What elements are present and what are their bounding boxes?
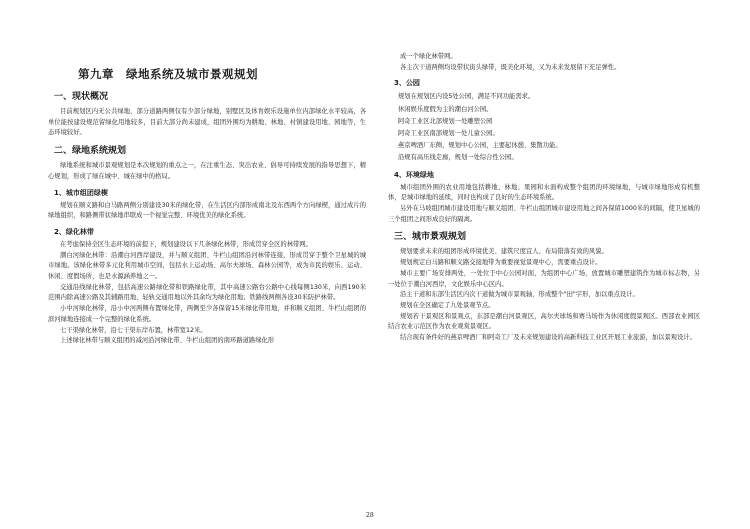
paragraph: 在考虑保持全区生态环境的前提下，规划建设以下几条绿化林带，形成贯穿全区的林带网。: [60, 240, 312, 248]
paragraph: 成一个绿化林带网。: [400, 53, 457, 60]
list-item: 规划在规划区内设5处公园，满足不同功能需求。: [398, 93, 535, 101]
list-item: 阿奇工业区北部规划一处雕塑公园: [398, 117, 493, 125]
subsection-heading: 3、公园: [394, 79, 420, 88]
paragraph: 绿地系统和城市景观规划是本次规划的重点之一，在注重生态、突出农业、倡导可持续发展的指导思想下，精心规划，形成了绿在城中、城在绿中的格局。: [48, 162, 366, 180]
paragraph: 沿主干道和东部生活区内次干道做为城市景观轴，形成整个"田"字形，加以重点设计。: [400, 291, 639, 299]
paragraph: 城市组团外围的农业用地包括耕地、林地、果园和水面构成整个组团的环境绿地，与城市绿地形成有机整体，是城市绿地的延续，同时也构成了良好的生态环境系统。: [388, 183, 700, 202]
section-heading-status: 一、现状概况: [54, 92, 109, 102]
paragraph: 上述绿化林带与顺义组团的减河沿河绿化带、牛栏山组团的南环路道路绿化形: [60, 337, 275, 345]
paragraph: 潮白河绿化林带：沿潮白河西岸建设，并与顺义组团、牛栏山组团沿河林带连接，形成贯穿于整个卫星城的城市绿地。该绿化林带多元化利用城市空间，包括水上运动场、高尔夫球场、森林公园等，成为市民的娱乐、运动、休闲、度假场所，也是水源涵养地之一。: [48, 251, 366, 281]
section-heading-green-system: 二、绿地系统规划: [54, 146, 127, 157]
list-item: 阿奇工业区南部规划一处儿童公园。: [398, 130, 499, 138]
paragraph: 结合现有条件好的燕京啤酒厂和阿奇工厂及未来规划建设的高新科技工业区开展工业旅游，加以景观设计。: [400, 334, 696, 342]
list-item: 燕京啤酒厂东侧，规划中心公园，主要起休憩、集散功能。: [398, 142, 562, 150]
paragraph: 规划在顺义路和白马路两侧分别建设30米的绿化带，在生活区内部形成南北及东西两个方向绿楔，通过成片的绿地组织，和路侧带状绿地串联成一个视觉完整、环境优美的绿化系统。: [48, 201, 366, 220]
page-number: 28: [366, 512, 374, 519]
paragraph: 规划在全区确定了九处景观节点。: [400, 301, 495, 309]
paragraph: 各主次干道两侧均设带状街头绿带，既美化环境，又为未来发展留下充足弹性。: [400, 63, 621, 71]
right-column: [388, 52, 700, 344]
paragraph: 城市主要广场安排两处，一处位于中心公园对面，为组团中心广场，放置城市雕塑建筑作为城市标志物，另一处位于潮白河西岸，文化娱乐中心区内。: [388, 269, 700, 288]
paragraph: 小中河绿化林带，沿小中河两侧布置绿化带，两侧至少各保留15米绿化带用地，并和顺义组团、牛栏山组团的滨河绿地连接成一个完整的绿化系统。: [48, 305, 366, 323]
list-item: 休闲娱乐度假为主的潮白河公园。: [398, 105, 493, 113]
paragraph: 目前规划区内无公共绿地，部分道路两侧仅有少部分绿地，别墅区及体育娱乐设施单位内部绿化水平较高，各单位能按建设规范留绿化用地较多，目前大部分尚未建成，组团外围均为耕地、林地、村镇建设用地、园地等，生态环境较好。: [48, 108, 366, 137]
paragraph: 交通沿线绿化林带，包括高速公路绿化带和铁路绿化带，其中高速公路台公路中心线每侧130米，向西190米范围内除高速公路及其辅路用地、轻轨交通用地以外其余均为绿化用地；铁路线两侧各设30米防护林带。: [48, 283, 366, 302]
chapter-title: 第九章 绿地系统及城市景观规划: [78, 67, 258, 81]
left-column: [48, 63, 366, 347]
paragraph: 另外在马坡组团城市建设用地与顺义组团、牛栏山组团城市建设用地之间各保留1000米的间隔，使卫星城的三个组团之间形成良好的隔离。: [388, 205, 700, 223]
paragraph: 规划若干景观区和景观点，东部是潮白河景观区，高尔夫球场和赛马场作为休闲度假景观区。西部农业园区结合农业示范区作为农业观赏景观区。: [388, 312, 700, 331]
section-heading-landscape: 三、城市景观规划: [394, 232, 467, 243]
paragraph: 规划要求未来的组团形成环境优美、建筑尺度宜人、布局错落有致的风貌。: [400, 248, 608, 256]
subsection-heading: 1、城市组团绿楔: [54, 188, 108, 197]
paragraph: 规划规定白马路和顺义路交接地带为重要视觉景观中心，需要重点设计。: [400, 259, 602, 267]
subsection-heading: 4、环境绿地: [394, 170, 434, 179]
list-item: 沿规有高压线走廊，规划一处综合性公园。: [398, 154, 518, 162]
subsection-heading: 2、绿化林带: [54, 227, 94, 236]
paragraph: 七干渠绿化林带，沿七干渠东岸布置，林带宽12米。: [60, 326, 207, 334]
